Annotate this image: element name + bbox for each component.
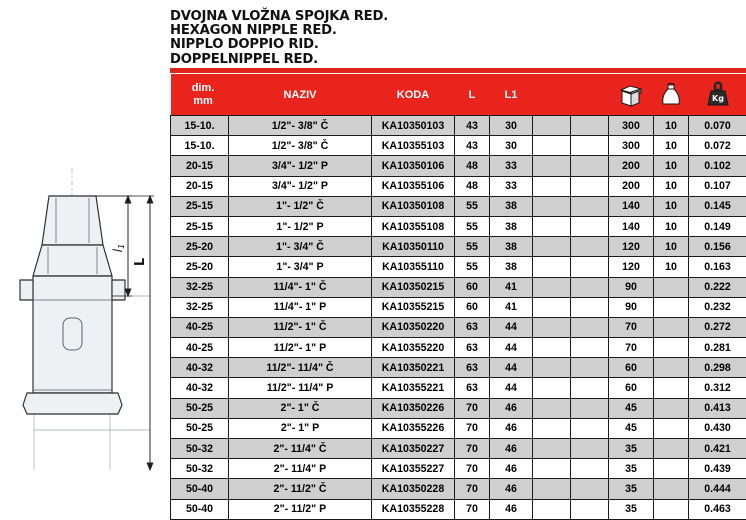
cell-e1 xyxy=(533,499,571,519)
cell-box: 35 xyxy=(609,499,654,519)
cell-bag: 10 xyxy=(654,196,689,216)
cell-l1: 46 xyxy=(490,398,533,418)
header-bag-quantity xyxy=(654,74,689,116)
cell-koda: KA10350226 xyxy=(372,398,455,418)
cell-e2 xyxy=(571,277,609,297)
table-row xyxy=(171,297,746,317)
cell-koda: KA10350221 xyxy=(372,358,455,378)
cell-e2 xyxy=(571,459,609,479)
cell-dim: 50-32 xyxy=(171,439,229,459)
header-blank-1 xyxy=(533,74,571,116)
cell-e1 xyxy=(533,237,571,257)
table-row xyxy=(171,418,746,438)
cell-l1: 33 xyxy=(490,156,533,176)
title-line-en: HEXAGON NIPPLE RED. xyxy=(170,24,746,38)
cell-l: 60 xyxy=(455,297,490,317)
cell-e1 xyxy=(533,317,571,337)
cell-bag: 10 xyxy=(654,216,689,236)
cell-l: 63 xyxy=(455,358,490,378)
title-line-de: DOPPELNIPPEL RED. xyxy=(170,53,746,67)
cell-naziv: 3/4"- 1/2" P xyxy=(229,176,372,196)
table-body xyxy=(171,116,746,520)
cell-koda: KA10355106 xyxy=(372,176,455,196)
cell-l: 63 xyxy=(455,317,490,337)
cell-e1 xyxy=(533,257,571,277)
cell-koda: KA10350106 xyxy=(372,156,455,176)
cell-e1 xyxy=(533,216,571,236)
cell-bag xyxy=(654,338,689,358)
cell-dim: 15-10. xyxy=(171,136,229,156)
cell-l: 70 xyxy=(455,398,490,418)
cell-l: 55 xyxy=(455,237,490,257)
table-row xyxy=(171,216,746,236)
cell-l1: 46 xyxy=(490,418,533,438)
cell-e1 xyxy=(533,439,571,459)
cell-bag xyxy=(654,297,689,317)
dim-label-l: L xyxy=(133,258,148,266)
cell-box: 70 xyxy=(609,317,654,337)
table-row xyxy=(171,277,746,297)
cell-koda: KA10355221 xyxy=(372,378,455,398)
cell-box: 90 xyxy=(609,297,654,317)
cell-naziv: 11/2"- 11/4" P xyxy=(229,378,372,398)
cell-dim: 50-25 xyxy=(171,398,229,418)
cell-box: 120 xyxy=(609,257,654,277)
cell-box: 60 xyxy=(609,378,654,398)
cell-e2 xyxy=(571,358,609,378)
cell-bag xyxy=(654,358,689,378)
cell-kg: 0.444 xyxy=(689,479,746,499)
cell-naziv: 1"- 3/4" P xyxy=(229,257,372,277)
cell-dim: 20-15 xyxy=(171,156,229,176)
cell-naziv: 2"- 11/4" P xyxy=(229,459,372,479)
cell-l1: 30 xyxy=(490,136,533,156)
table-row xyxy=(171,176,746,196)
cell-dim: 50-40 xyxy=(171,499,229,519)
cell-e2 xyxy=(571,257,609,277)
cell-dim: 40-32 xyxy=(171,358,229,378)
cell-e1 xyxy=(533,358,571,378)
cell-l: 70 xyxy=(455,439,490,459)
cell-kg: 0.413 xyxy=(689,398,746,418)
cell-e2 xyxy=(571,297,609,317)
cell-e1 xyxy=(533,418,571,438)
cell-naziv: 11/2"- 1" P xyxy=(229,338,372,358)
cell-e2 xyxy=(571,196,609,216)
cell-dim: 32-25 xyxy=(171,297,229,317)
table-row xyxy=(171,499,746,519)
cell-e2 xyxy=(571,479,609,499)
cell-kg: 0.149 xyxy=(689,216,746,236)
cell-koda: KA10350220 xyxy=(372,317,455,337)
cell-dim: 25-20 xyxy=(171,257,229,277)
cell-l: 63 xyxy=(455,338,490,358)
cell-l1: 38 xyxy=(490,216,533,236)
dim-label-l1: l1 xyxy=(111,244,126,252)
header-dim-line1: dim. xyxy=(178,82,229,95)
cell-koda: KA10355110 xyxy=(372,257,455,277)
cell-e2 xyxy=(571,156,609,176)
header-l1: L1 xyxy=(490,74,533,116)
cell-naziv: 2"- 1" P xyxy=(229,418,372,438)
cell-kg: 0.281 xyxy=(689,338,746,358)
cell-e2 xyxy=(571,418,609,438)
cell-bag xyxy=(654,277,689,297)
cell-bag: 10 xyxy=(654,237,689,257)
cell-bag: 10 xyxy=(654,257,689,277)
cell-l1: 38 xyxy=(490,196,533,216)
cell-e1 xyxy=(533,398,571,418)
cell-box: 45 xyxy=(609,418,654,438)
cell-naziv: 11/4"- 1" Č xyxy=(229,277,372,297)
table-row xyxy=(171,459,746,479)
cell-dim: 50-40 xyxy=(171,479,229,499)
product-title-block xyxy=(170,10,746,67)
cell-e1 xyxy=(533,297,571,317)
table-row xyxy=(171,257,746,277)
table-row xyxy=(171,439,746,459)
cell-bag xyxy=(654,499,689,519)
cell-kg: 0.312 xyxy=(689,378,746,398)
header-l: L xyxy=(455,74,490,116)
cell-box: 300 xyxy=(609,116,654,136)
cell-koda: KA10355108 xyxy=(372,216,455,236)
cell-naziv: 3/4"- 1/2" P xyxy=(229,156,372,176)
cell-naziv: 1/2"- 3/8" Č xyxy=(229,136,372,156)
table-row xyxy=(171,378,746,398)
cell-l: 60 xyxy=(455,277,490,297)
cell-l: 55 xyxy=(455,257,490,277)
header-koda: KODA xyxy=(372,74,455,116)
cell-l1: 30 xyxy=(490,116,533,136)
table-row xyxy=(171,358,746,378)
cell-e2 xyxy=(571,116,609,136)
title-underline-rule xyxy=(170,68,746,73)
cell-kg: 0.070 xyxy=(689,116,746,136)
table-row xyxy=(171,237,746,257)
cell-kg: 0.145 xyxy=(689,196,746,216)
cell-box: 300 xyxy=(609,136,654,156)
cell-bag xyxy=(654,439,689,459)
cell-bag: 10 xyxy=(654,156,689,176)
cell-koda: KA10350228 xyxy=(372,479,455,499)
cell-koda: KA10350227 xyxy=(372,439,455,459)
cell-l: 70 xyxy=(455,479,490,499)
cell-e1 xyxy=(533,116,571,136)
cell-l1: 38 xyxy=(490,257,533,277)
cell-l: 70 xyxy=(455,499,490,519)
cell-koda: KA10355228 xyxy=(372,499,455,519)
cell-e2 xyxy=(571,398,609,418)
cell-e2 xyxy=(571,378,609,398)
title-line-it: NIPPLO DOPPIO RID. xyxy=(170,38,746,52)
cell-bag: 10 xyxy=(654,176,689,196)
cell-l: 55 xyxy=(455,196,490,216)
hexagon-nipple-drawing xyxy=(0,0,165,488)
cell-l1: 44 xyxy=(490,338,533,358)
cell-koda: KA10355220 xyxy=(372,338,455,358)
cell-e1 xyxy=(533,459,571,479)
header-weight xyxy=(689,74,746,116)
cell-l1: 33 xyxy=(490,176,533,196)
cell-dim: 40-25 xyxy=(171,338,229,358)
cell-dim: 20-15 xyxy=(171,176,229,196)
table-row xyxy=(171,479,746,499)
cell-l: 48 xyxy=(455,156,490,176)
cell-e2 xyxy=(571,439,609,459)
cell-e2 xyxy=(571,338,609,358)
cell-kg: 0.072 xyxy=(689,136,746,156)
cell-e2 xyxy=(571,136,609,156)
cell-e1 xyxy=(533,136,571,156)
cell-dim: 40-25 xyxy=(171,317,229,337)
cell-dim: 50-32 xyxy=(171,459,229,479)
cell-box: 45 xyxy=(609,398,654,418)
cell-box: 70 xyxy=(609,338,654,358)
cell-kg: 0.272 xyxy=(689,317,746,337)
cell-dim: 25-15 xyxy=(171,196,229,216)
cell-e2 xyxy=(571,499,609,519)
cell-e1 xyxy=(533,196,571,216)
cell-koda: KA10355103 xyxy=(372,136,455,156)
cell-box: 35 xyxy=(609,479,654,499)
cell-e2 xyxy=(571,216,609,236)
cell-naziv: 2"- 11/2" P xyxy=(229,499,372,519)
cell-e1 xyxy=(533,277,571,297)
cell-l: 70 xyxy=(455,459,490,479)
cell-kg: 0.107 xyxy=(689,176,746,196)
cell-box: 200 xyxy=(609,156,654,176)
cell-naziv: 11/2"- 11/4" Č xyxy=(229,358,372,378)
cell-koda: KA10350110 xyxy=(372,237,455,257)
cell-koda: KA10350108 xyxy=(372,196,455,216)
header-box-quantity xyxy=(609,74,654,116)
cell-kg: 0.222 xyxy=(689,277,746,297)
table-row xyxy=(171,338,746,358)
cell-l: 55 xyxy=(455,216,490,236)
cell-l1: 44 xyxy=(490,317,533,337)
cell-naziv: 1"- 3/4" Č xyxy=(229,237,372,257)
cell-naziv: 11/4"- 1" P xyxy=(229,297,372,317)
weight-kg-label: Kg xyxy=(712,94,724,103)
cell-bag xyxy=(654,418,689,438)
cell-box: 120 xyxy=(609,237,654,257)
cell-l1: 46 xyxy=(490,499,533,519)
cell-l: 48 xyxy=(455,176,490,196)
box-icon xyxy=(609,74,654,115)
header-dim xyxy=(171,74,229,116)
cell-bag xyxy=(654,479,689,499)
cell-naziv: 1/2"- 3/8" Č xyxy=(229,116,372,136)
cell-box: 140 xyxy=(609,196,654,216)
table-row xyxy=(171,136,746,156)
cell-kg: 0.156 xyxy=(689,237,746,257)
header-blank-2 xyxy=(571,74,609,116)
cell-kg: 0.163 xyxy=(689,257,746,277)
cell-l1: 41 xyxy=(490,297,533,317)
cell-kg: 0.102 xyxy=(689,156,746,176)
cell-e1 xyxy=(533,176,571,196)
cell-naziv: 11/2"- 1" Č xyxy=(229,317,372,337)
cell-kg: 0.463 xyxy=(689,499,746,519)
cell-dim: 50-25 xyxy=(171,418,229,438)
table-row xyxy=(171,196,746,216)
cell-l1: 41 xyxy=(490,277,533,297)
table-row xyxy=(171,156,746,176)
cell-l: 63 xyxy=(455,378,490,398)
cell-koda: KA10355227 xyxy=(372,459,455,479)
cell-bag xyxy=(654,378,689,398)
cell-koda: KA10355226 xyxy=(372,418,455,438)
cell-l1: 46 xyxy=(490,439,533,459)
cell-e1 xyxy=(533,479,571,499)
cell-koda: KA10350103 xyxy=(372,116,455,136)
cell-l1: 44 xyxy=(490,358,533,378)
cell-naziv: 2"- 11/4" Č xyxy=(229,439,372,459)
cell-e2 xyxy=(571,176,609,196)
table-row xyxy=(171,317,746,337)
cell-kg: 0.430 xyxy=(689,418,746,438)
title-line-sl: DVOJNA VLOŽNA SPOJKA RED. xyxy=(170,10,746,24)
cell-box: 60 xyxy=(609,358,654,378)
specification-table xyxy=(170,74,746,520)
bag-icon xyxy=(654,74,689,115)
cell-l: 70 xyxy=(455,418,490,438)
cell-l: 43 xyxy=(455,136,490,156)
technical-drawing-panel xyxy=(0,0,165,488)
cell-dim: 25-15 xyxy=(171,216,229,236)
cell-e1 xyxy=(533,156,571,176)
cell-l: 43 xyxy=(455,116,490,136)
cell-box: 140 xyxy=(609,216,654,236)
cell-l1: 46 xyxy=(490,479,533,499)
table-row xyxy=(171,398,746,418)
cell-kg: 0.298 xyxy=(689,358,746,378)
cell-box: 35 xyxy=(609,439,654,459)
cell-kg: 0.439 xyxy=(689,459,746,479)
cell-dim: 40-32 xyxy=(171,378,229,398)
cell-box: 35 xyxy=(609,459,654,479)
cell-l1: 38 xyxy=(490,237,533,257)
cell-kg: 0.421 xyxy=(689,439,746,459)
cell-naziv: 1"- 1/2" Č xyxy=(229,196,372,216)
cell-l1: 44 xyxy=(490,378,533,398)
header-dim-line2: mm xyxy=(178,95,229,108)
cell-e2 xyxy=(571,317,609,337)
cell-dim: 25-20 xyxy=(171,237,229,257)
cell-bag: 10 xyxy=(654,116,689,136)
cell-koda: KA10355215 xyxy=(372,297,455,317)
cell-bag: 10 xyxy=(654,136,689,156)
cell-e1 xyxy=(533,338,571,358)
cell-e2 xyxy=(571,237,609,257)
header-naziv: NAZIV xyxy=(229,74,372,116)
cell-bag xyxy=(654,459,689,479)
cell-bag xyxy=(654,398,689,418)
cell-box: 90 xyxy=(609,277,654,297)
cell-kg: 0.232 xyxy=(689,297,746,317)
table-row xyxy=(171,116,746,136)
cell-l1: 46 xyxy=(490,459,533,479)
cell-dim: 32-25 xyxy=(171,277,229,297)
cell-koda: KA10350215 xyxy=(372,277,455,297)
weight-kg-icon xyxy=(689,74,746,115)
cell-naziv: 2"- 11/2" Č xyxy=(229,479,372,499)
cell-naziv: 1"- 1/2" P xyxy=(229,216,372,236)
cell-e1 xyxy=(533,378,571,398)
cell-box: 200 xyxy=(609,176,654,196)
cell-naziv: 2"- 1" Č xyxy=(229,398,372,418)
table-header-row xyxy=(171,74,746,116)
cell-bag xyxy=(654,317,689,337)
cell-dim: 15-10. xyxy=(171,116,229,136)
